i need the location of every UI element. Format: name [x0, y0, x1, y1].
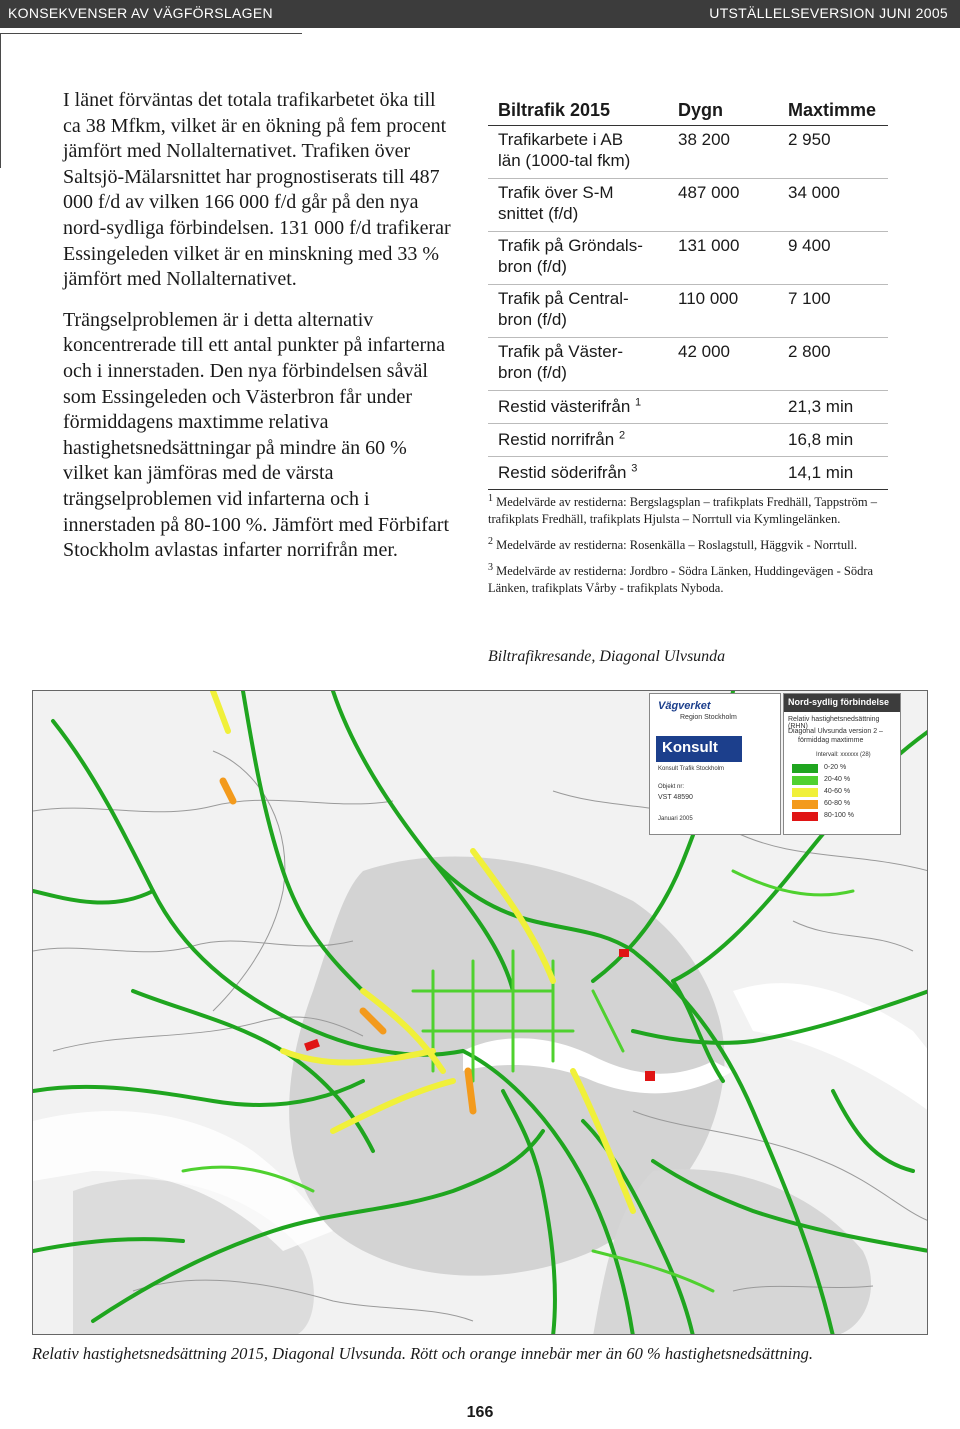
- table-row-label: Trafik på Central- bron (f/d): [498, 289, 629, 329]
- table-header-row: [488, 95, 888, 126]
- header-section-title: KONSEKVENSER AV VÄGFÖRSLAGEN: [8, 5, 273, 21]
- object-number-value: VST 48590: [658, 794, 693, 801]
- header-version: UTSTÄLLELSEVERSION JUNI 2005: [709, 5, 948, 21]
- page-header: [0, 0, 960, 28]
- map-title: Nord-sydlig förbindelse: [784, 694, 900, 712]
- map-subtitle: Relativ hastighetsnedsättning (RHN): [788, 716, 880, 730]
- vagverket-logo: Vägverket: [658, 700, 711, 712]
- table-row-label: Trafik på Väster- bron (f/d): [498, 342, 624, 382]
- table-row: [488, 424, 888, 457]
- table-cell-max: 21,3 min: [788, 397, 854, 416]
- table-caption: Biltrafikresande, Diagonal Ulvsunda: [488, 648, 726, 665]
- table-cell-max: 7 100: [788, 289, 831, 308]
- map-scenario-1: Diagonal Ulvsunda version 2 –: [788, 728, 883, 735]
- map-caption: Relativ hastighetsnedsättning 2015, Diagonal Ulvsunda. Rött och orange innebär mer än 60 % hastighetsnedsättning.: [32, 1344, 813, 1363]
- page-number: 166: [466, 1404, 494, 1421]
- table-row-label: Restid västerifrån $^1$: [498, 396, 642, 416]
- table-row-label: Restid norrifrån $^2$: [498, 429, 626, 449]
- legend-swatch-2: [792, 788, 818, 797]
- legend-swatch-4: [792, 812, 818, 821]
- legend-heading: Intervall: xxxxxx (28): [816, 752, 871, 758]
- footnote-3: $^3$ Medelvärde av restiderna: Jordbro - Södra Länken, Huddingevägen - Södra Länken, trafikplats Vårby - trafikplats Nyboda.: [488, 561, 874, 595]
- table-cell-max: 2 950: [788, 130, 831, 149]
- table-row-label: Restid söderifrån $^3$: [498, 462, 638, 482]
- table-cell-max: 2 800: [788, 342, 831, 361]
- legend-label-2: 40-60 %: [824, 788, 851, 795]
- table-cell-dygn: 131 000: [678, 236, 740, 255]
- table-row-label: Trafikarbete i AB län (1000-tal fkm): [498, 130, 631, 170]
- table-cell-max: 34 000: [788, 183, 840, 202]
- corner-rule-vertical: [0, 33, 1, 168]
- map-date: Januari 2005: [658, 816, 693, 822]
- table-row-label: Trafik på Gröndals- bron (f/d): [498, 236, 643, 276]
- table-row-label: Trafik över S-M snittet (f/d): [498, 183, 614, 223]
- legend-label-1: 20-40 %: [824, 776, 851, 783]
- map-scenario-2: förmiddag maxtimme: [798, 737, 864, 744]
- table-row: [488, 232, 888, 285]
- table-header-maxtimme: Maxtimme: [788, 100, 877, 120]
- table-row: [488, 285, 888, 338]
- table-cell-max: 9 400: [788, 236, 831, 255]
- table-cell-dygn: 42 000: [678, 342, 730, 361]
- legend-label-4: 80-100 %: [824, 812, 854, 819]
- konsult-sub-label: Konsult Trafik Stockholm: [658, 766, 725, 772]
- corner-rule-horizontal: [0, 33, 302, 34]
- traffic-map: [32, 690, 928, 1335]
- table-row: [488, 179, 888, 232]
- table-cell-dygn: 487 000: [678, 183, 740, 202]
- legend-swatch-1: [792, 776, 818, 785]
- table-row: [488, 126, 888, 179]
- legend-swatch-3: [792, 800, 818, 809]
- object-number-label: Objekt nr:: [658, 784, 685, 790]
- body-paragraph-1: I länet förväntas det totala trafikarbetet öka till ca 38 Mfkm, vilket är en ökning på fem procent jämfört med Nollalternativet. Trafiken över Saltsjö-Mälarsnittet har prognostiserats till 487 000 f/d av vilken 166 000 f/d går på den nya nord-sydliga förbindelsen. 131 000 f/d trafikerar Essingeleden vilket är en minskning med 33 % jämfört med Nollalternativet.: [63, 89, 451, 291]
- table-header-label: Biltrafik 2015: [498, 100, 611, 120]
- map-legend-box: [783, 693, 901, 835]
- table-cell-max: 14,1 min: [788, 463, 854, 482]
- table-cell-dygn: 38 200: [678, 130, 730, 149]
- traffic-table: [488, 95, 888, 490]
- legend-label-3: 60-80 %: [824, 800, 851, 807]
- table-cell-max: 16,8 min: [788, 430, 854, 449]
- map-logo-box: [649, 693, 781, 835]
- table-row: [488, 338, 888, 391]
- table-row: [488, 391, 888, 424]
- table-footnotes: [488, 494, 898, 606]
- footnote-2: $^2$ Medelvärde av restiderna: Rosenkälla – Roslagstull, Häggvik - Norrtull.: [488, 535, 858, 552]
- region-label: Region Stockholm: [680, 714, 737, 721]
- legend-label-0: 0-20 %: [824, 764, 847, 771]
- legend-swatch-0: [792, 764, 818, 773]
- body-text-column: [63, 88, 457, 579]
- table-header-dygn: Dygn: [678, 100, 723, 120]
- footnote-1: $^1$ Medelvärde av restiderna: Bergslagsplan – trafikplats Fredhäll, Tappström – trafikplats Fredhäll, trafikplats Hjulsta – Norrtull via Kymlingelänken.: [488, 492, 877, 526]
- table-cell-dygn: 110 000: [678, 289, 739, 308]
- table-row: [488, 457, 888, 490]
- konsult-logo: Konsult: [656, 736, 742, 762]
- body-paragraph-2: Trängselproblemen är i detta alternativ koncentrerade till ett antal punkter på infarterna och i innerstaden. Den nya förbindelsen såväl som Essingeleden och Västerbron får under förmiddagens maxtimme relativa hastighetsnedsättningar på mindre än 60 % vilket kan jämföras med de värsta trängselproblemen vid infarterna och i innerstaden på 80-100 %. Jämfört med Förbifart Stockholm avlastas infarter norrifrån mer.: [63, 308, 450, 562]
